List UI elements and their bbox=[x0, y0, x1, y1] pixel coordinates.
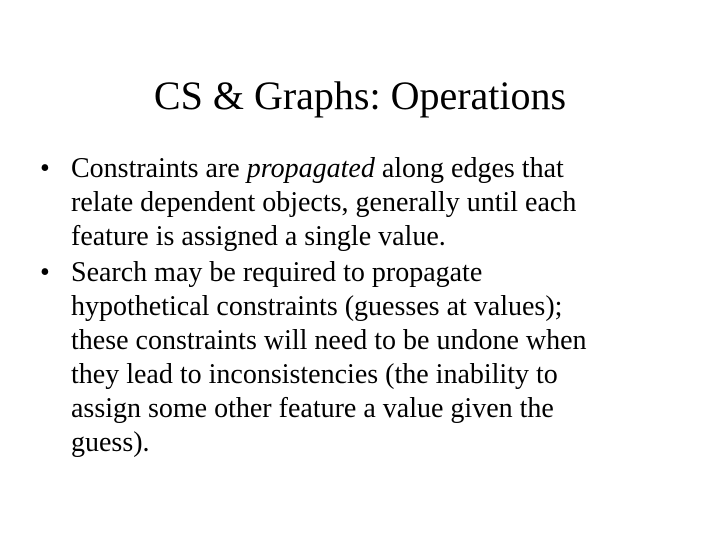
bullet-icon: • bbox=[40, 257, 50, 288]
slide-title: CS & Graphs: Operations bbox=[153, 73, 567, 118]
bullet-list bbox=[40, 152, 680, 462]
bullet-1-line-1-before: Constraints are bbox=[71, 153, 247, 184]
bullet-1-line-1 bbox=[71, 152, 680, 186]
bullet-2-line-3: these constraints will need to be undone when bbox=[71, 325, 587, 356]
bullet-2-line-4: they lead to inconsistencies (the inability to bbox=[71, 359, 558, 390]
bullet-2-line-5: assign some other feature a value given the bbox=[71, 393, 554, 424]
bullet-1-emphasis: propagated bbox=[246, 153, 375, 184]
bullet-item-propagation bbox=[40, 152, 680, 254]
bullet-icon: • bbox=[40, 153, 50, 184]
bullet-2-line-2: hypothetical constraints (guesses at values); bbox=[71, 291, 563, 322]
bullet-1-line-3: feature is assigned a single value. bbox=[71, 221, 446, 252]
bullet-item-search bbox=[40, 256, 680, 460]
bullet-1-line-2: relate dependent objects, generally until each bbox=[71, 187, 577, 218]
bullet-2-line-1: Search may be required to propagate bbox=[71, 257, 483, 288]
bullet-2-line-6: guess). bbox=[71, 427, 150, 458]
bullet-1-line-1-after: along edges that bbox=[374, 153, 564, 184]
